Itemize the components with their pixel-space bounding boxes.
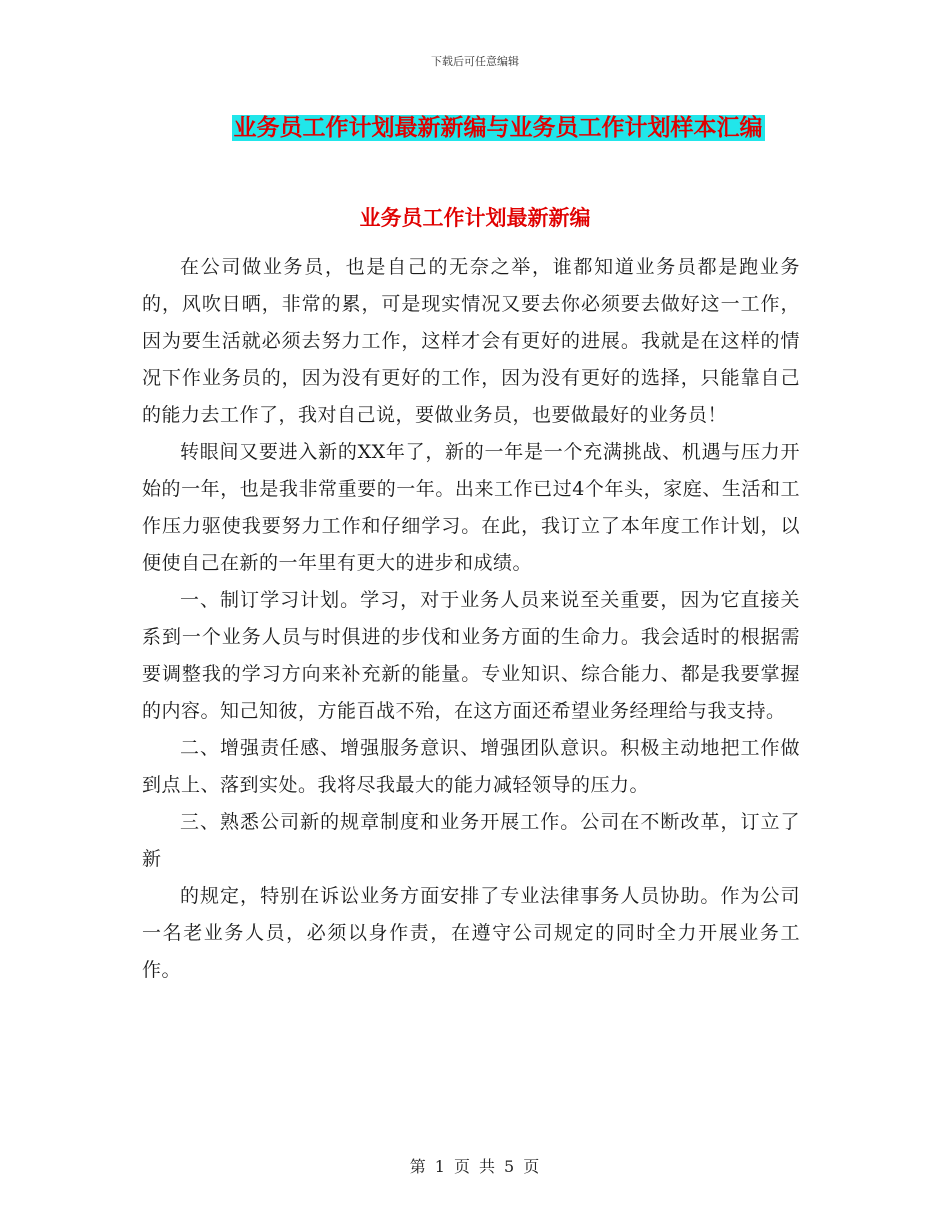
section-title: 业务员工作计划最新新编 (359, 206, 591, 230)
paragraph-study-plan: 一、制订学习计划。学习，对于业务人员来说至关重要，因为它直接关系到一个业务人员与时俱进的步伐和业务方面的生命力。我会适时的根据需要调整我的学习方向来补充新的能量。专业知识、综合能力、都是我要掌握的内容。知己知彼，方能百战不殆，在这方面还希望业务经理给与我支持。 (142, 589, 800, 722)
footer-label-page: 第 (409, 1157, 427, 1176)
page-footer (0, 1154, 950, 1177)
footer-current-page: 1 (434, 1157, 446, 1176)
header-note: 下载后可任意编辑 (431, 55, 519, 68)
footer-label-unit2: 页 (523, 1157, 541, 1176)
document-body (142, 249, 800, 989)
paragraph-responsibility: 二、增强责任感、增强服务意识、增强团队意识。积极主动地把工作做到点上、落到实处。我将尽我最大的能力减轻领导的压力。 (142, 737, 800, 796)
paragraph-new-year: 转眼间又要进入新的XX年了，新的一年是一个充满挑战、机遇与压力开始的一年，也是我非常重要的一年。出来工作已过4个年头，家庭、生活和工作压力驱使我要努力工作和仔细学习。在此，我订立了本年度工作计划，以便使自己在新的一年里有更大的进步和成绩。 (142, 441, 800, 574)
footer-label-total: 共 (479, 1157, 497, 1176)
footer-label-unit: 页 (453, 1157, 471, 1176)
footer-total-pages: 5 (504, 1157, 516, 1176)
document-title (193, 112, 803, 144)
paragraph-regulations-continued: 的规定，特别在诉讼业务方面安排了专业法律事务人员协助。作为公司一名老业务人员，必须以身作责，在遵守公司规定的同时全力开展业务工作。 (142, 885, 800, 981)
document-title-text: 业务员工作计划最新新编与业务员工作计划样本汇编 (233, 115, 763, 141)
paragraph-regulations: 三、熟悉公司新的规章制度和业务开展工作。公司在不断改革，订立了新 (142, 811, 800, 870)
paragraph-intro: 在公司做业务员，也是自己的无奈之举，谁都知道业务员都是跑业务的，风吹日晒，非常的累，可是现实情况又要去你必须要去做好这一工作，因为要生活就必须去努力工作，这样才会有更好的进展。我就是在这样的情况下作业务员的，因为没有更好的工作，因为没有更好的选择，只能靠自己的能力去工作了，我对自己说，要做业务员，也要做最好的业务员！ (142, 256, 800, 426)
